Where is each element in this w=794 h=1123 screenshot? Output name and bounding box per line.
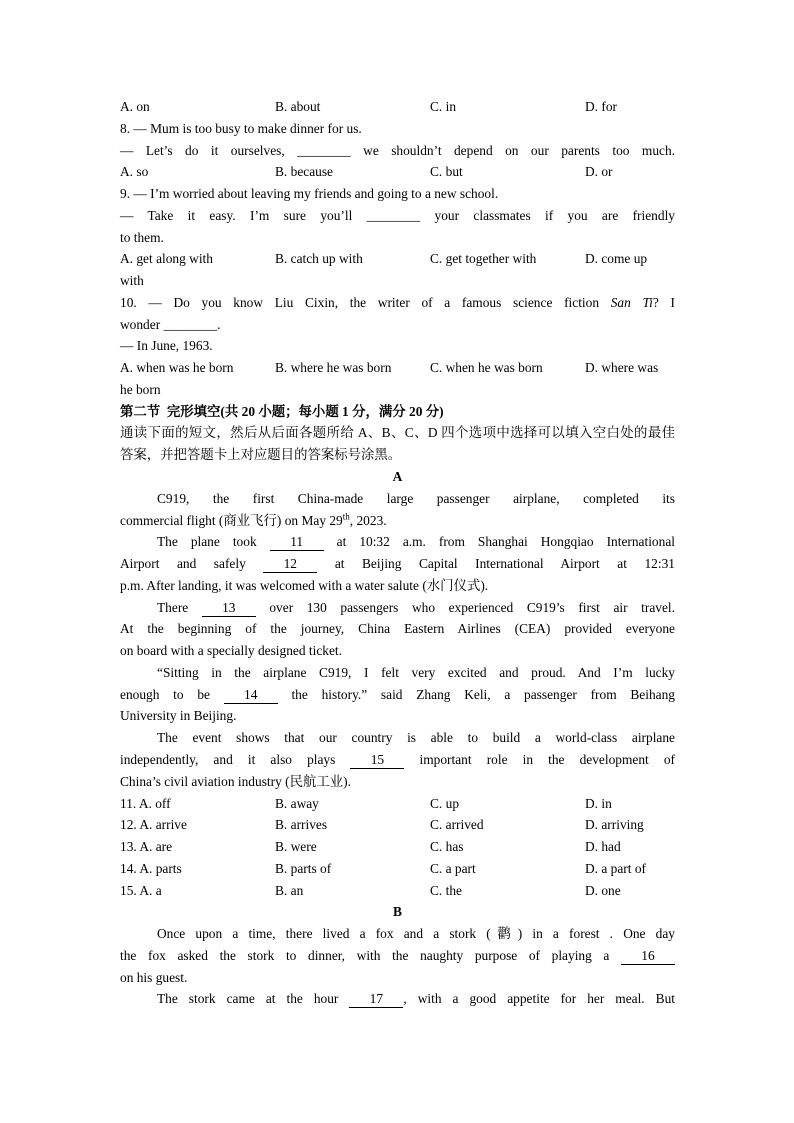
option-cell: A. so — [120, 164, 149, 180]
option-cell: D. where was — [585, 360, 659, 376]
question-9-option-wrap: with — [120, 273, 144, 289]
option-cell: B. because — [275, 164, 334, 180]
text-segment: ? I — [652, 294, 675, 310]
option-cell: C. in — [430, 99, 457, 114]
question-10-option-row — [120, 357, 675, 379]
option-cell: C. arrived — [430, 817, 484, 833]
text-segment: , 2023. — [349, 512, 387, 528]
passage-a-letter: A — [392, 469, 403, 485]
text-segment: enough to be — [120, 686, 224, 702]
italic-title-text: San Ti — [610, 294, 653, 310]
option-cell: 13. A. are — [120, 839, 173, 855]
text-segment: The plane took — [157, 534, 270, 550]
passage-a-p4-line-3: University in Beijing. — [120, 708, 237, 724]
option-cell: D. in — [585, 795, 612, 811]
option-cell: D. or — [585, 164, 613, 180]
option-cell: B. where he was born — [275, 360, 392, 376]
document-content — [120, 96, 675, 1010]
text-segment: at 10:32 a.m. from Shanghai Hongqiao International — [323, 534, 675, 550]
option-cell: A. when was he born — [120, 360, 234, 376]
question-10-line-2: wonder ________. — [120, 316, 221, 332]
text-segment: commercial flight (商业飞行) on May 29 — [120, 512, 343, 528]
option-cell: D. for — [585, 99, 617, 114]
question-8-line-1: 8. — Mum is too busy to make dinner for us. — [120, 120, 362, 136]
numbered-blank-17: 17 — [349, 990, 403, 1008]
passage-b-p1-line-1: Once upon a time, there lived a fox and a stork (鹳) in a forest . One day — [157, 926, 675, 942]
text-segment: independently, and it also plays — [120, 751, 351, 767]
option-cell: 15. A. a — [120, 882, 162, 898]
option-cell: B. were — [275, 839, 317, 855]
option-cell: C. a part — [430, 860, 476, 876]
section-2-heading: 第二节 完形填空(共 20 小题；每小题 1 分，满分 20 分) — [120, 403, 444, 419]
option-cell: C. but — [430, 164, 463, 180]
section-2-instructions-line-1: 通读下面的短文，然后从后面各题所给 A、B、C、D 四个选项中选择可以填入空白处的最佳 — [120, 425, 675, 441]
numbered-blank-16: 16 — [621, 947, 675, 965]
option-cell: C. get together with — [430, 251, 537, 267]
option-cell: C. has — [430, 839, 464, 855]
text-segment: the history.” said Zhang Keli, a passenger from Beihang — [277, 686, 675, 702]
text-segment: , with a good appetite for her meal. But — [403, 991, 675, 1007]
passage-a-p1-line-2 — [120, 510, 675, 532]
option-cell: D. one — [585, 882, 621, 898]
option-cell: 12. A. arrive — [120, 817, 187, 833]
text-segment: over 130 passengers who experienced C919’s first air travel. — [255, 599, 675, 615]
option-cell: B. an — [275, 882, 304, 898]
option-cell: D. arriving — [585, 817, 644, 833]
question-14-option-row — [120, 858, 675, 880]
question-7-option-row — [120, 96, 675, 118]
option-cell: B. away — [275, 795, 319, 811]
passage-a-p5-line-1: The event shows that our country is able to build a world-class airplane — [157, 730, 675, 746]
passage-a-p4-line-1: “Sitting in the airplane C919, I felt very excited and proud. And I’m lucky — [157, 664, 675, 680]
question-8-line-2: — Let’s do it ourselves, ________ we shouldn’t depend on our parents too much. — [120, 142, 675, 158]
passage-a-p5-line-2 — [120, 749, 675, 771]
option-cell: C. the — [430, 882, 462, 898]
option-cell: B. catch up with — [275, 251, 363, 267]
option-cell: 11. A. off — [120, 795, 171, 811]
option-cell: B. about — [275, 99, 321, 114]
option-cell: B. parts of — [275, 860, 332, 876]
passage-a-p4-line-2 — [120, 684, 675, 706]
question-15-option-row — [120, 880, 675, 902]
section-2-instructions-line-2: 答案，并把答题卡上对应题目的答案标号涂黑。 — [120, 447, 402, 463]
text-segment: at Beijing Capital International Airport at 12:31 — [317, 556, 675, 572]
passage-b-p1-line-2 — [120, 945, 675, 967]
passage-a-p1-line-1: C919, the first China-made large passenger airplane, completed its — [157, 490, 675, 506]
option-cell: D. come up — [585, 251, 648, 267]
passage-b-p2-line-1 — [120, 988, 675, 1010]
passage-a-p3-line-1 — [120, 597, 675, 619]
option-cell: A. on — [120, 99, 150, 114]
numbered-blank-14: 14 — [224, 686, 278, 704]
question-11-option-row — [120, 793, 675, 815]
text-segment: There — [157, 599, 202, 615]
passage-a-p5-line-3: China’s civil aviation industry (民航工业). — [120, 773, 351, 789]
passage-a-p2-line-2 — [120, 553, 675, 575]
option-cell: B. arrives — [275, 817, 328, 833]
text-segment: the fox asked the stork to dinner, with the naughty purpose of playing a — [120, 947, 621, 963]
option-cell: C. when he was born — [430, 360, 543, 376]
ordinal-superscript: th — [342, 511, 350, 522]
passage-a-p3-line-3: on board with a specially designed ticket. — [120, 643, 342, 659]
passage-b-p1-line-3: on his guest. — [120, 969, 188, 985]
question-12-option-row — [120, 814, 675, 836]
question-10-line-1 — [120, 292, 675, 314]
text-segment: Airport and safely — [120, 556, 264, 572]
option-cell: D. a part of — [585, 860, 646, 876]
question-10-line-3: — In June, 1963. — [120, 338, 213, 354]
question-13-option-row — [120, 836, 675, 858]
numbered-blank-13: 13 — [202, 599, 256, 617]
question-9-line-3: to them. — [120, 229, 164, 245]
text-segment: important role in the development of — [404, 751, 675, 767]
question-10-option-wrap: he born — [120, 381, 161, 397]
question-9-line-2: — Take it easy. I’m sure you’ll ________ your classmates if you are friendly — [120, 207, 675, 223]
passage-a-p2-line-1 — [120, 531, 675, 553]
text-segment: 10. — Do you know Liu Cixin, the writer of a famous science fiction — [120, 294, 611, 310]
question-9-line-1: 9. — I’m worried about leaving my friends and going to a new school. — [120, 186, 499, 202]
option-cell: 14. A. parts — [120, 860, 182, 876]
numbered-blank-12: 12 — [263, 555, 317, 573]
passage-a-p2-line-3: p.m. After landing, it was welcomed with a water salute (水门仪式). — [120, 577, 489, 593]
question-9-option-row — [120, 248, 675, 270]
passage-b-letter: B — [393, 904, 402, 920]
passage-a-p3-line-2: At the beginning of the journey, China Eastern Airlines (CEA) provided everyone — [120, 621, 675, 637]
numbered-blank-11: 11 — [270, 533, 324, 551]
text-segment: The stork came at the hour — [157, 991, 350, 1007]
question-8-option-row — [120, 161, 675, 183]
option-cell: C. up — [430, 795, 460, 811]
option-cell: D. had — [585, 839, 621, 855]
option-cell: A. get along with — [120, 251, 213, 267]
numbered-blank-15: 15 — [350, 751, 404, 769]
